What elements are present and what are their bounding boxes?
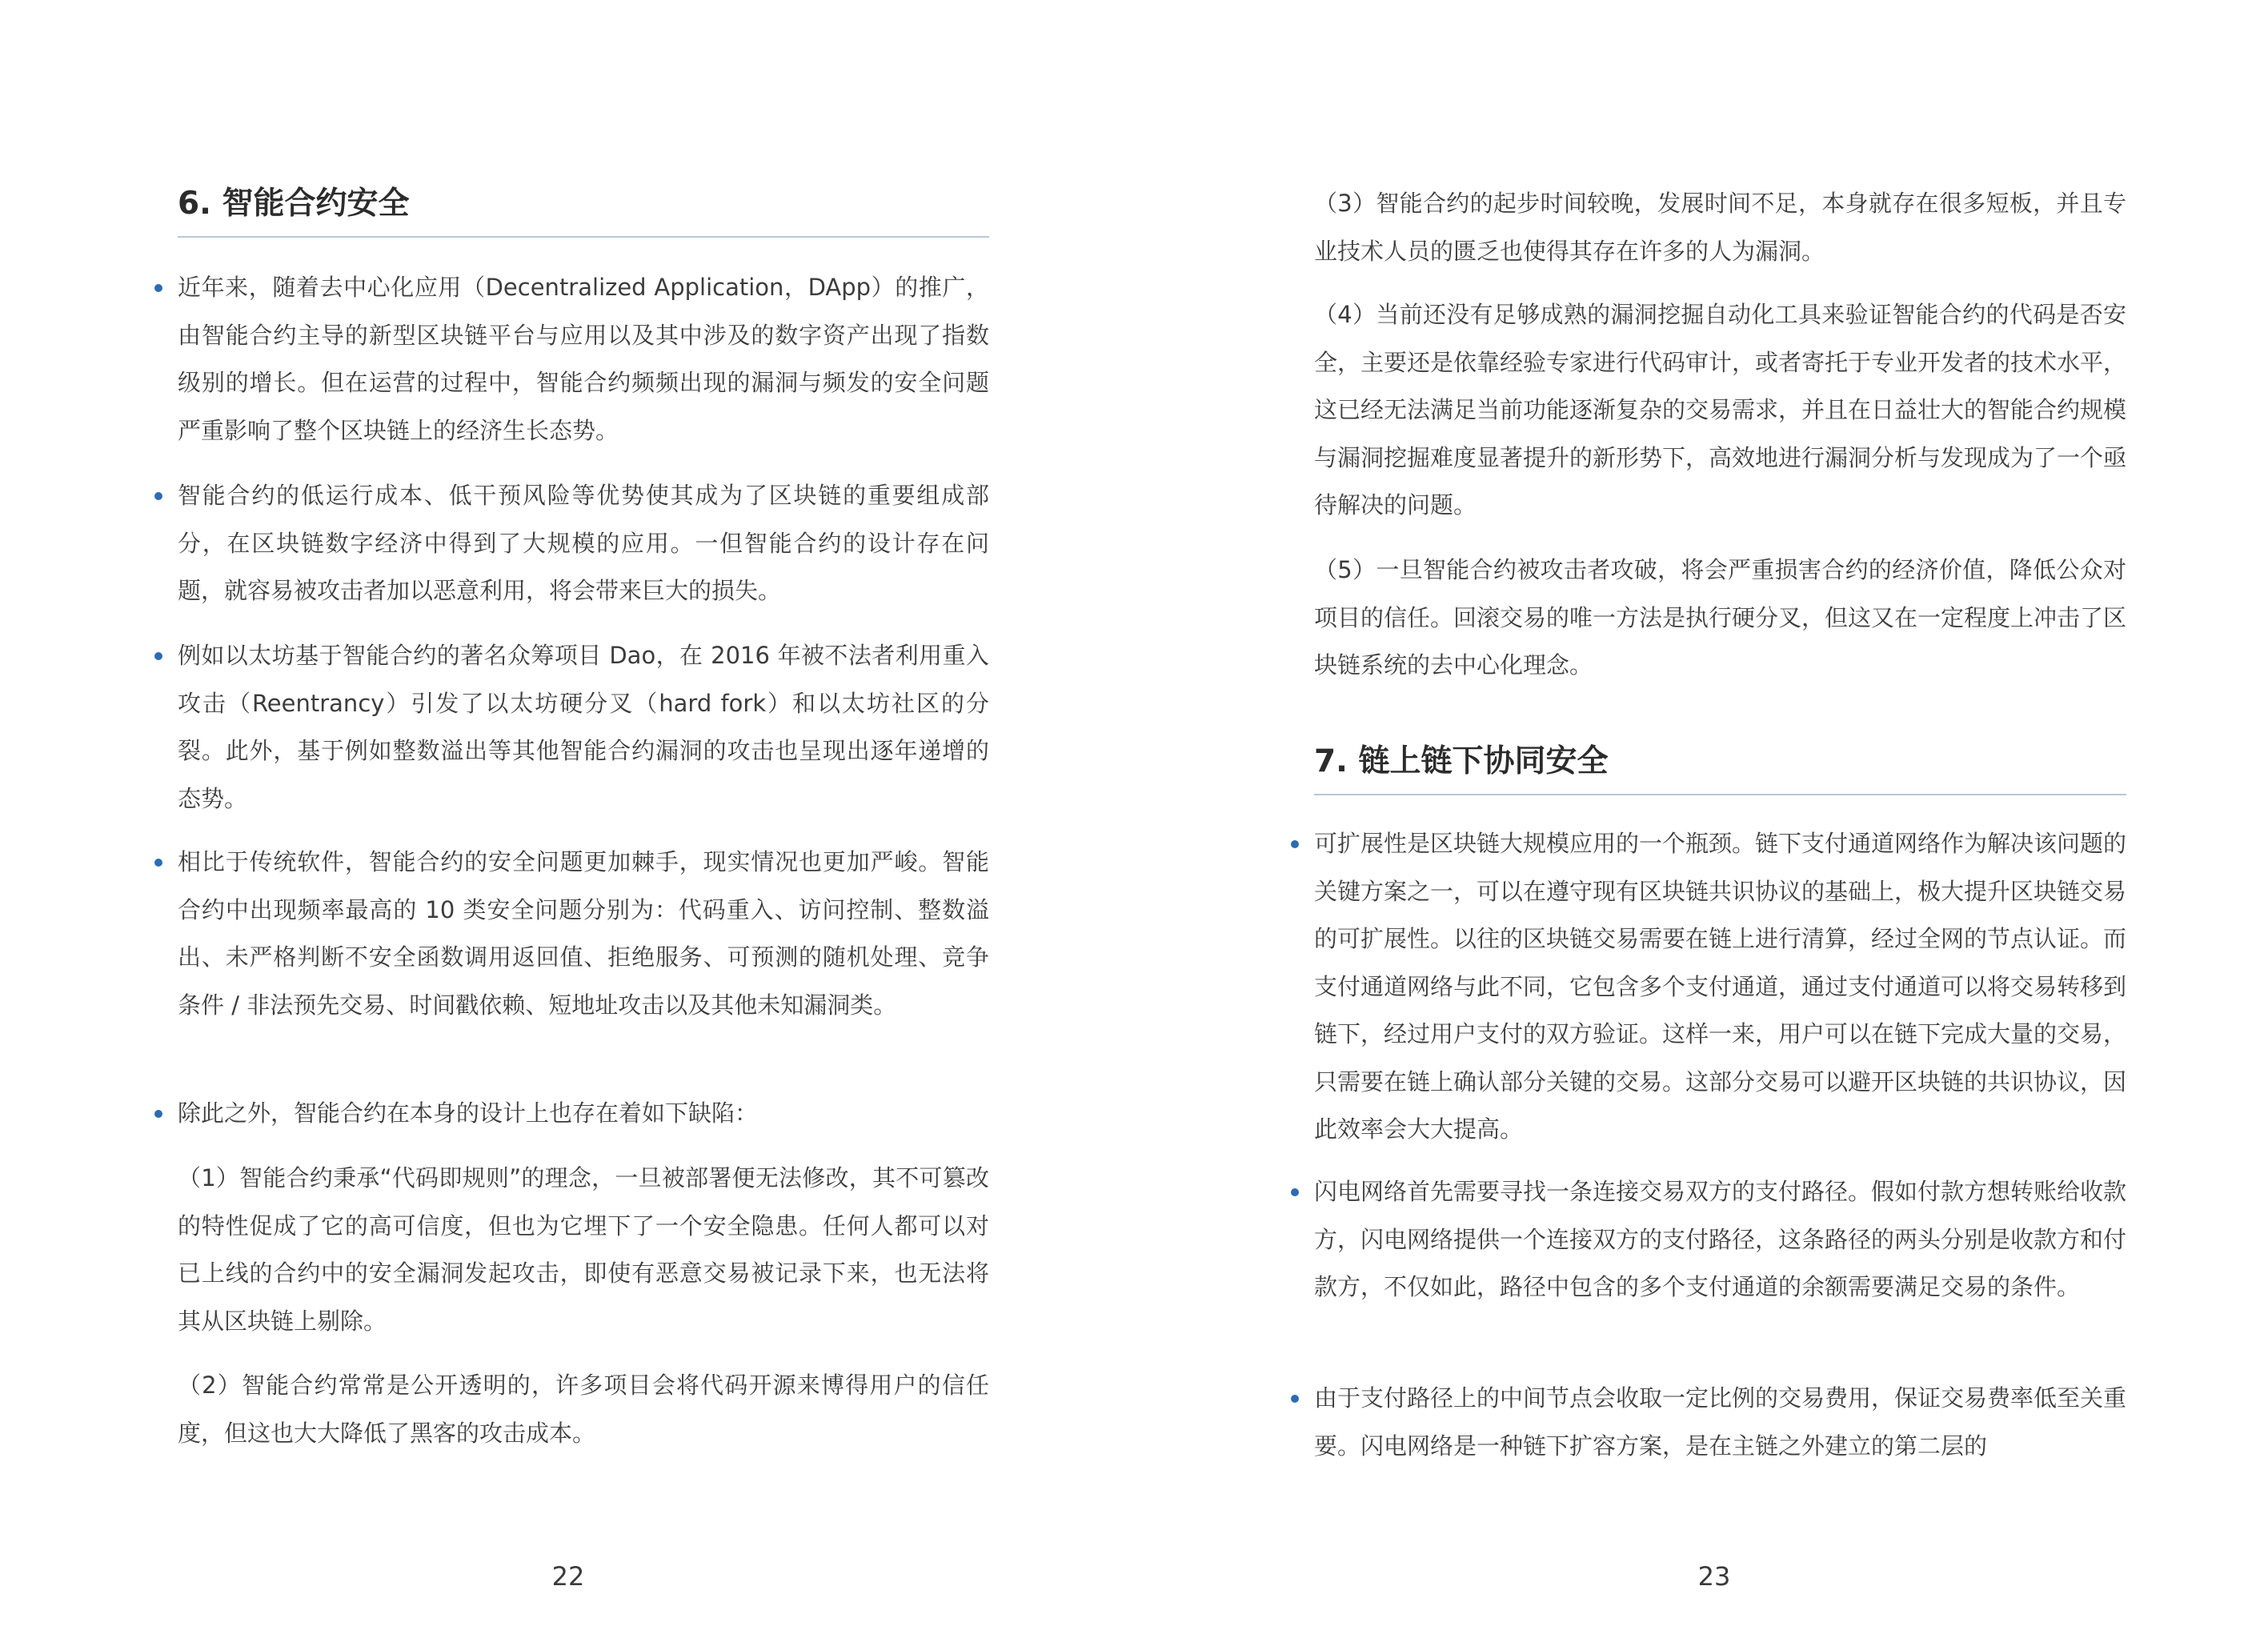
bullet-item xyxy=(178,632,989,823)
section-divider xyxy=(178,236,989,238)
bullet-text: 例如以太坊基于智能合约的著名众筹项目 Dao，在 2016 年被不法者利用重入攻击（Reentrancy）引发了以太坊硬分叉（hard fork）和以太坊社区的分裂。此外，基于例如整数溢出等其他智能合约漏洞的攻击也呈现出逐年递增的态势。 xyxy=(178,642,989,812)
page-number: 22 xyxy=(551,1561,585,1592)
bullet-item xyxy=(1314,820,2126,1154)
bullet-dot-icon xyxy=(154,492,162,500)
bullet-text: 由于支付路径上的中间节点会收取一定比例的交易费用，保证交易费率低至关重要。闪电网络是一种链下扩容方案，是在主链之外建立的第二层的 xyxy=(1314,1384,2127,1460)
bullet-item xyxy=(1314,1375,2126,1470)
bullet-item xyxy=(178,839,989,1029)
numbered-item: （3）智能合约的起步时间较晚，发展时间不足，本身就存在很多短板，并且专业技术人员的匮乏也使得其存在许多的人为漏洞。 xyxy=(1314,190,2126,265)
bullet-dot-icon xyxy=(1291,840,1299,848)
bullet-dot-icon xyxy=(154,1110,162,1118)
bullet-text: 可扩展性是区块链大规模应用的一个瓶颈。链下支付通道网络作为解决该问题的关键方案之一，可以在遵守现有区块链共识协议的基础上，极大提升区块链交易的可扩展性。以往的区块链交易需要在链上进行清算，经过全网的节点认证。而支付通道网络与此不同，它包含多个支付通道，通过支付通道可以将交易转移到链下，经过用户支付的双方验证。这样一来，用户可以在链下完成大量的交易，只需要在链上确认部分关键的交易。这部分交易可以避开区块链的共识协议，因此效率会大大提高。 xyxy=(1314,830,2127,1143)
bullet-text: 智能合约的低运行成本、低干预风险等优势使其成为了区块链的重要组成部分，在区块链数字经济中得到了大规模的应用。一但智能合约的设计存在问题，就容易被攻击者加以恶意利用，将会带来巨大的损失。 xyxy=(178,482,989,604)
bullet-dot-icon xyxy=(1291,1395,1299,1403)
bullet-item xyxy=(1314,1168,2126,1312)
bullet-text: 闪电网络首先需要寻找一条连接交易双方的支付路径。假如付款方想转账给收款方，闪电网络提供一个连接双方的支付路径，这条路径的两头分别是收款方和付款方，不仅如此，路径中包含的多个支付通道的余额需要满足交易的条件。 xyxy=(1314,1178,2127,1300)
bullet-text: 除此之外，智能合约在本身的设计上也存在着如下缺陷： xyxy=(178,1099,759,1127)
bullet-text: 相比于传统软件，智能合约的安全问题更加棘手，现实情况也更加严峻。智能合约中出现频率最高的 10 类安全问题分别为：代码重入、访问控制、整数溢出、未严格判断不安全函数调用返回值、拒绝服务、可预测的随机处理、竞争条件 / 非法预先交易、时间戳依赖、短地址攻击以及其他未知漏洞类。 xyxy=(178,848,989,1019)
bullet-dot-icon xyxy=(154,284,162,292)
bullet-item xyxy=(178,1090,989,1138)
bullet-dot-icon xyxy=(1291,1188,1299,1196)
page-number: 23 xyxy=(1697,1561,1731,1592)
bullet-item xyxy=(178,472,989,615)
section-title-7: 7. 链上链下协同安全 xyxy=(1314,743,1609,779)
bullet-dot-icon xyxy=(154,859,162,867)
bullet-text: 近年来，随着去中心化应用（Decentralized Application，DApp）的推广，由智能合约主导的新型区块链平台与应用以及其中涉及的数字资产出现了指数级别的增长。但在运营的过程中，智能合约频频出现的漏洞与频发的安全问题严重影响了整个区块链上的经济生长态势。 xyxy=(178,274,989,444)
numbered-item: （1）智能合约秉承“代码即规则”的理念，一旦被部署便无法修改，其不可篡改的特性促成了它的高可信度，但也为它埋下了一个安全隐患。任何人都可以对已上线的合约中的安全漏洞发起攻击，即使有恶意交易被记录下来，也无法将其从区块链上剔除。 xyxy=(178,1164,989,1335)
bullet-item xyxy=(178,264,989,455)
numbered-item: （4）当前还没有足够成熟的漏洞挖掘自动化工具来验证智能合约的代码是否安全，主要还是依靠经验专家进行代码审计，或者寄托于专业开发者的技术水平，这已经无法满足当前功能逐渐复杂的交易需求，并且在日益壮大的智能合约规模与漏洞挖掘难度显著提升的新形势下，高效地进行漏洞分析与发现成为了一个亟待解决的问题。 xyxy=(1314,301,2127,519)
bullet-dot-icon xyxy=(154,652,162,660)
section-title-6: 6. 智能合约安全 xyxy=(178,186,410,222)
numbered-item: （5）一旦智能合约被攻击者攻破，将会严重损害合约的经济价值，降低公众对项目的信任。回滚交易的唯一方法是执行硬分叉，但这又在一定程度上冲击了区块链系统的去中心化理念。 xyxy=(1314,556,2127,679)
right-page xyxy=(1134,0,2268,1638)
numbered-item: （2）智能合约常常是公开透明的，许多项目会将代码开源来博得用户的信任度，但这也大大降低了黑客的攻击成本。 xyxy=(178,1372,989,1447)
section-divider xyxy=(1314,794,2126,795)
